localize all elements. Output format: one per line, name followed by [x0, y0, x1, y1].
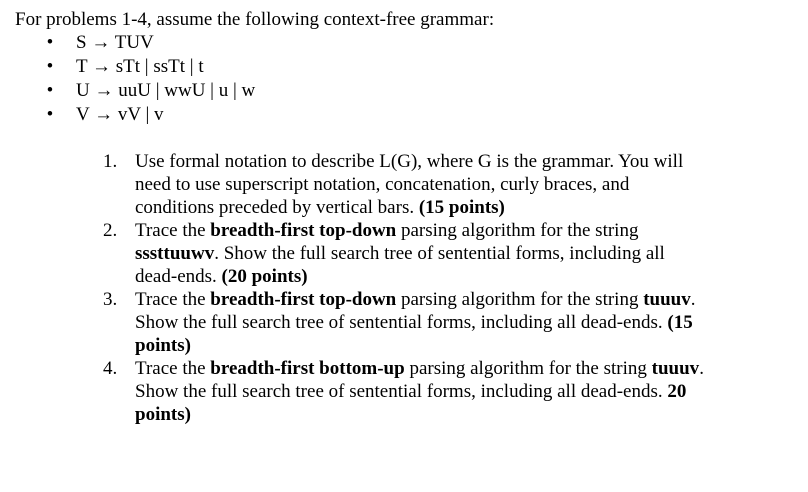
text-run: dead-ends. [135, 266, 222, 287]
bullet-icon: • [46, 80, 54, 101]
bold-text: breadth-first top-down [210, 289, 397, 310]
problem-text-line [135, 173, 741, 196]
text-run: parsing algorithm for the string [396, 220, 639, 241]
intro-text: For problems 1-4, assume the following context-free grammar: [15, 9, 495, 30]
bullet-icon: • [46, 32, 54, 53]
problem-item-1 [0, 150, 741, 219]
problem-text-line [135, 380, 741, 403]
text-run: . Show the full search tree of sentential forms, including all [214, 243, 665, 264]
problem-text-line [135, 288, 741, 311]
problem-text-line [135, 196, 741, 219]
text-run: . [699, 358, 704, 379]
problem-text-line [135, 219, 741, 242]
text-run: Show the full search tree of sentential forms, including all dead-ends. [135, 312, 668, 333]
text-run: parsing algorithm for the string [404, 358, 652, 379]
problems-list [0, 150, 741, 426]
text-run: parsing algorithm for the string [396, 289, 644, 310]
text-run: Trace the [135, 358, 211, 379]
problem-text-line [135, 311, 741, 334]
grammar-rule-u: U → uuU | wwU | u | w [76, 80, 256, 101]
bold-text: tuuuv [643, 289, 691, 310]
problem-text-line [135, 150, 741, 173]
bold-text: tuuuv [651, 358, 700, 379]
bold-text: breadth-first top-down [210, 220, 397, 241]
bold-text: (15 points) [418, 197, 505, 218]
bold-text: breadth-first bottom-up [210, 358, 405, 379]
problem-number: 4. [103, 358, 118, 379]
problem-item-4 [0, 357, 741, 426]
grammar-rule-s: S → TUV [76, 32, 154, 53]
text-run: conditions preceded by vertical bars. [135, 197, 419, 218]
problem-number: 2. [103, 220, 118, 241]
grammar-rule-t: T → sTt | ssTt | t [76, 56, 204, 77]
text-run: Use formal notation to describe L(G), where G is the grammar. You will [135, 151, 684, 172]
problem-text-line [135, 357, 741, 380]
text-run: Trace the [135, 220, 211, 241]
problem-text-line [135, 265, 741, 288]
grammar-rule-v: V → vV | v [76, 104, 164, 125]
bold-text: (15 [667, 312, 693, 333]
bold-text: points) [135, 335, 191, 356]
text-run: Trace the [135, 289, 211, 310]
bold-text: (20 points) [221, 266, 308, 287]
problem-item-2 [0, 219, 741, 288]
bullet-icon: • [46, 104, 54, 125]
bullet-icon: • [46, 56, 54, 77]
bold-text: points) [135, 404, 191, 425]
problem-text-line [135, 334, 741, 357]
text-run: Show the full search tree of sentential forms, including all dead-ends. [135, 381, 668, 402]
text-run: . [690, 289, 696, 310]
bold-text: sssttuuwv [135, 243, 215, 264]
problem-number: 3. [103, 289, 118, 310]
problem-text-line [135, 403, 741, 426]
problem-number: 1. [103, 151, 118, 172]
problem-item-3 [0, 288, 741, 357]
problem-text-line [135, 242, 741, 265]
bold-text: 20 [667, 381, 687, 402]
text-run: need to use superscript notation, concatenation, curly braces, and [135, 174, 630, 195]
